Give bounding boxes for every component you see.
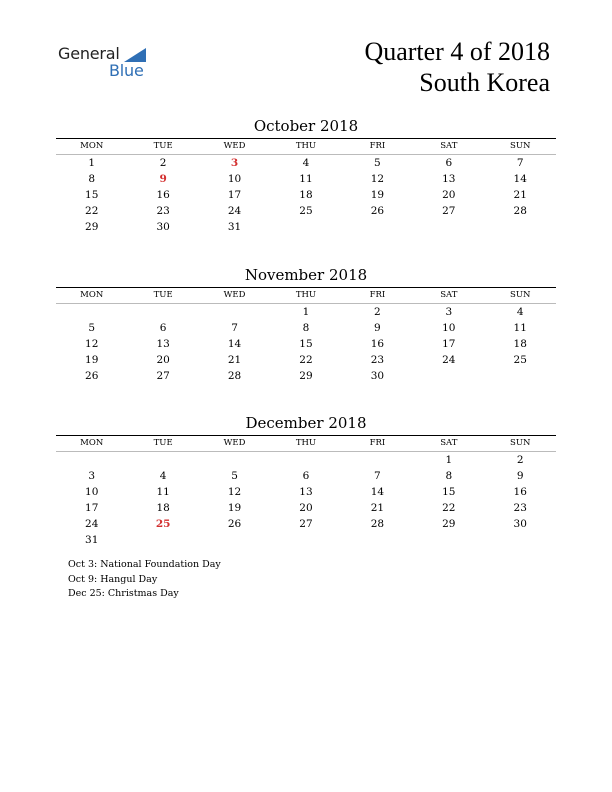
empty-day-cell <box>270 532 341 548</box>
logo-triangle-icon <box>124 48 146 62</box>
month-calendar <box>56 413 556 548</box>
empty-day-cell <box>127 304 198 320</box>
weekday-label: SUN <box>510 438 531 448</box>
weekday-label: WED <box>223 141 246 151</box>
day-cell: 16 <box>156 189 170 201</box>
day-cell: 11 <box>513 322 527 334</box>
week-row <box>56 468 556 484</box>
week-row <box>56 516 556 532</box>
holiday-notes <box>68 558 221 602</box>
day-cell: 28 <box>513 205 527 217</box>
empty-day-cell <box>270 452 341 468</box>
week-row <box>56 155 556 171</box>
day-cell: 26 <box>85 370 99 382</box>
day-cell: 29 <box>299 370 313 382</box>
day-cell: 15 <box>442 486 456 498</box>
day-cell: 6 <box>445 157 453 169</box>
day-cell: 11 <box>156 486 170 498</box>
day-cell: 14 <box>370 486 385 498</box>
day-cell: 29 <box>85 221 99 233</box>
weekday-label: WED <box>223 438 246 448</box>
week-row <box>56 187 556 203</box>
day-cell: 14 <box>227 338 242 350</box>
day-cell: 2 <box>516 454 524 466</box>
day-cell: 6 <box>302 470 310 482</box>
empty-day-cell <box>127 532 198 548</box>
day-cell: 3 <box>88 470 96 482</box>
empty-day-cell <box>342 452 413 468</box>
day-cell: 9 <box>159 173 167 185</box>
day-cell: 1 <box>302 306 310 318</box>
day-cell: 27 <box>299 518 313 530</box>
day-cell: 17 <box>85 502 99 514</box>
day-cell: 28 <box>370 518 385 530</box>
day-cell: 7 <box>516 157 524 169</box>
week-row <box>56 336 556 352</box>
day-cell: 13 <box>156 338 170 350</box>
weekday-header-row <box>56 288 556 303</box>
empty-day-cell <box>413 219 484 235</box>
week-row <box>56 500 556 516</box>
weekday-label: SAT <box>440 438 458 448</box>
day-cell: 10 <box>85 486 99 498</box>
empty-day-cell <box>127 452 198 468</box>
weekday-label: TUE <box>153 438 173 448</box>
weekday-label: FRI <box>369 290 386 300</box>
day-cell: 18 <box>299 189 313 201</box>
day-cell: 15 <box>299 338 313 350</box>
weekday-label: SAT <box>440 290 458 300</box>
day-cell: 25 <box>513 354 527 366</box>
day-cell: 5 <box>231 470 238 482</box>
week-row <box>56 452 556 468</box>
day-cell: 4 <box>159 470 167 482</box>
weekday-label: MON <box>80 438 104 448</box>
day-cell: 3 <box>445 306 453 318</box>
day-cell: 13 <box>299 486 313 498</box>
day-cell: 17 <box>442 338 456 350</box>
empty-day-cell <box>56 452 127 468</box>
day-cell: 19 <box>85 354 99 366</box>
holiday-note: Dec 25: Christmas Day <box>68 588 179 599</box>
weekday-header-row <box>56 436 556 451</box>
weekday-label: SUN <box>510 290 531 300</box>
day-cell: 25 <box>299 205 313 217</box>
weekday-label: FRI <box>369 438 386 448</box>
day-cell: 21 <box>227 354 242 366</box>
day-cell: 27 <box>442 205 456 217</box>
day-cell: 18 <box>156 502 170 514</box>
week-row <box>56 171 556 187</box>
day-cell: 28 <box>227 370 242 382</box>
title-quarter: Quarter 4 of 2018 <box>364 37 550 66</box>
generalblue-logo <box>58 44 158 84</box>
day-cell: 4 <box>302 157 310 169</box>
week-row <box>56 304 556 320</box>
day-cell: 24 <box>442 354 456 366</box>
month-title: November 2018 <box>244 266 368 284</box>
day-cell: 23 <box>156 205 170 217</box>
day-cell: 5 <box>374 157 381 169</box>
day-cell: 16 <box>370 338 385 350</box>
title-country: South Korea <box>419 68 550 97</box>
day-cell: 21 <box>370 502 385 514</box>
empty-day-cell <box>413 532 484 548</box>
day-cell: 18 <box>513 338 527 350</box>
weekday-label: THU <box>295 290 317 300</box>
week-row <box>56 219 556 235</box>
day-cell: 17 <box>227 189 242 201</box>
day-cell: 31 <box>227 221 242 233</box>
day-cell: 14 <box>513 173 527 185</box>
day-cell: 3 <box>230 157 239 169</box>
holiday-note: Oct 9: Hangul Day <box>68 573 158 585</box>
day-cell: 19 <box>370 189 385 201</box>
day-cell: 12 <box>227 486 242 498</box>
day-cell: 29 <box>442 518 456 530</box>
month-title: October 2018 <box>253 117 359 135</box>
day-cell: 30 <box>513 518 527 530</box>
empty-day-cell <box>199 304 270 320</box>
day-cell: 7 <box>374 470 381 482</box>
day-cell: 12 <box>370 173 385 185</box>
day-cell: 31 <box>85 534 99 546</box>
day-cell: 20 <box>156 354 170 366</box>
day-cell: 7 <box>231 322 238 334</box>
week-row <box>56 368 556 384</box>
weekday-header-row <box>56 139 556 154</box>
holiday-note: Oct 3: National Foundation Day <box>68 559 221 570</box>
day-cell: 10 <box>442 322 456 334</box>
day-cell: 24 <box>227 205 242 217</box>
day-cell: 1 <box>445 454 453 466</box>
week-row <box>56 532 556 548</box>
day-cell: 6 <box>159 322 167 334</box>
weekday-label: MON <box>80 141 104 151</box>
day-cell: 5 <box>88 322 96 334</box>
day-cell: 19 <box>227 502 242 514</box>
day-cell: 8 <box>302 322 310 334</box>
day-cell: 2 <box>374 306 381 318</box>
weekday-label: FRI <box>369 141 386 151</box>
empty-day-cell <box>199 532 270 548</box>
day-cell: 16 <box>513 486 527 498</box>
week-row <box>56 352 556 368</box>
weekday-label: THU <box>295 438 317 448</box>
empty-day-cell <box>485 532 556 548</box>
weekday-label: SUN <box>510 141 531 151</box>
day-cell: 13 <box>442 173 456 185</box>
day-cell: 23 <box>370 354 385 366</box>
logo-general-text: General <box>58 44 120 63</box>
day-cell: 20 <box>442 189 456 201</box>
empty-day-cell <box>413 368 484 384</box>
empty-day-cell <box>342 219 413 235</box>
day-cell: 30 <box>156 221 170 233</box>
day-cell: 10 <box>227 173 242 185</box>
day-cell: 26 <box>227 518 242 530</box>
day-cell: 24 <box>85 518 99 530</box>
day-cell: 11 <box>299 173 313 185</box>
day-cell: 9 <box>374 322 381 334</box>
day-cell: 22 <box>442 502 456 514</box>
month-calendar <box>56 116 556 235</box>
day-cell: 26 <box>370 205 385 217</box>
week-row <box>56 320 556 336</box>
weekday-label: SAT <box>440 141 458 151</box>
empty-day-cell <box>199 452 270 468</box>
day-cell: 22 <box>299 354 313 366</box>
empty-day-cell <box>485 219 556 235</box>
empty-day-cell <box>342 532 413 548</box>
day-cell: 4 <box>516 306 524 318</box>
empty-day-cell <box>270 219 341 235</box>
day-cell: 12 <box>85 338 99 350</box>
day-cell: 2 <box>159 157 167 169</box>
logo-blue-text: Blue <box>109 61 144 80</box>
day-cell: 27 <box>156 370 170 382</box>
day-cell: 25 <box>155 518 171 530</box>
weekday-label: TUE <box>153 141 173 151</box>
day-cell: 22 <box>85 205 99 217</box>
week-row <box>56 484 556 500</box>
weekday-label: WED <box>223 290 246 300</box>
day-cell: 1 <box>88 157 96 169</box>
day-cell: 23 <box>513 502 527 514</box>
weekday-label: TUE <box>153 290 173 300</box>
day-cell: 21 <box>513 189 527 201</box>
week-row <box>56 203 556 219</box>
month-title: December 2018 <box>245 414 367 432</box>
page-title <box>364 36 550 98</box>
empty-day-cell <box>485 368 556 384</box>
weekday-label: MON <box>80 290 104 300</box>
day-cell: 8 <box>445 470 453 482</box>
day-cell: 20 <box>299 502 313 514</box>
month-calendar <box>56 265 556 384</box>
day-cell: 9 <box>516 470 524 482</box>
weekday-label: THU <box>295 141 317 151</box>
day-cell: 30 <box>370 370 385 382</box>
day-cell: 8 <box>88 173 96 185</box>
day-cell: 15 <box>85 189 99 201</box>
empty-day-cell <box>56 304 127 320</box>
